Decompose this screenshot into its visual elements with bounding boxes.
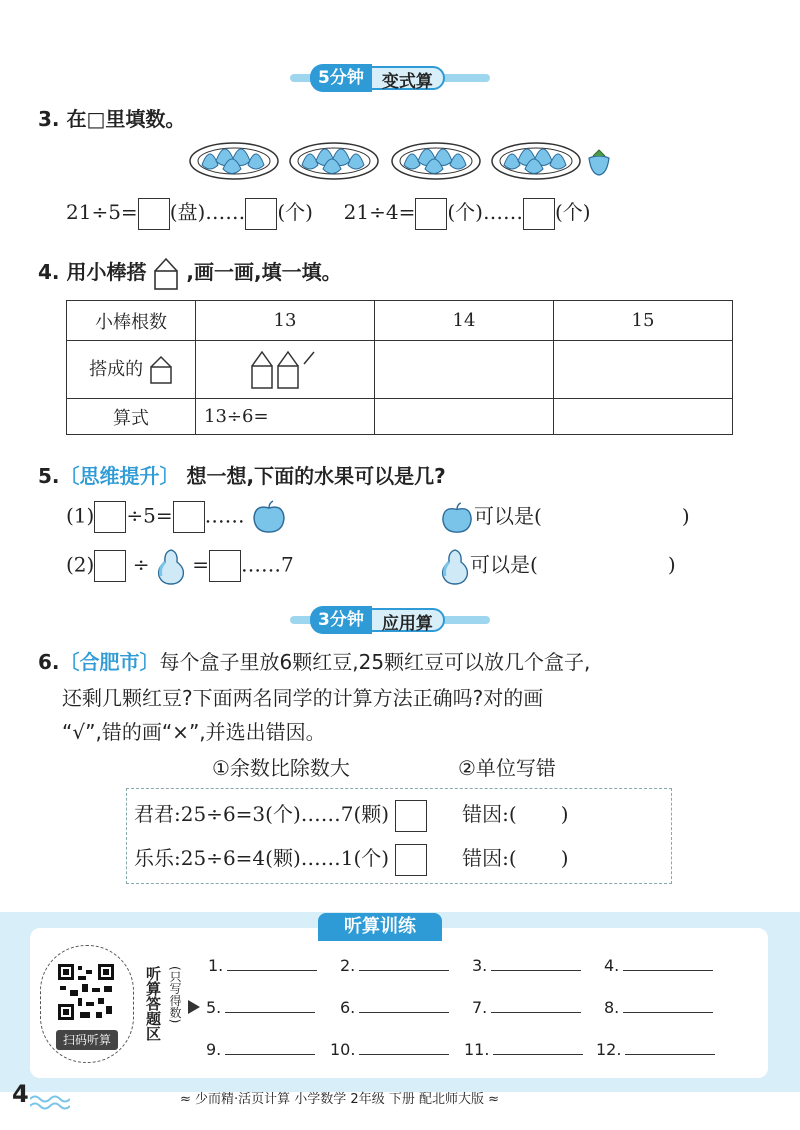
- banner-name: 变式算: [372, 66, 445, 90]
- col-14: 14: [375, 301, 554, 341]
- house-shape-icon: [149, 355, 173, 385]
- q4-title-pre: 4. 用小棒搭: [38, 260, 147, 284]
- q6-line3: “√”,错的画“×”,并选出错因。: [62, 720, 326, 744]
- check-box[interactable]: [395, 800, 427, 832]
- row2-calc: 乐乐:25÷6=4(颗)……1(个): [134, 846, 390, 870]
- p1-label: (1): [66, 503, 95, 528]
- answer-num: 10.: [330, 1040, 356, 1059]
- drawing-cell-13[interactable]: [196, 341, 375, 399]
- q5-title: [38, 460, 446, 489]
- formula-13[interactable]: 13÷6=: [196, 399, 375, 435]
- eq1-unit1: (盘)……: [169, 200, 246, 224]
- q4-table: [66, 300, 733, 435]
- qr-caption: [56, 1030, 118, 1050]
- listening-title-text: 听算训练: [344, 916, 416, 937]
- p1-close: ): [681, 504, 690, 528]
- q5-num: 5.: [38, 464, 60, 488]
- row-label-built: [67, 341, 196, 399]
- q6-reason1: ①余数比除数大: [212, 756, 350, 780]
- q4-title-post: ,画一画,填一填。: [186, 260, 342, 284]
- pear-icon: [440, 546, 470, 586]
- q5-part1-answer: [440, 500, 690, 535]
- listening-title: [318, 913, 442, 941]
- answer-num: 1.: [208, 956, 224, 975]
- answer-slot[interactable]: [206, 998, 315, 1017]
- houses-drawing-icon: [248, 348, 328, 392]
- row1-calc: 君君:25÷6=3(个)……7(颗): [134, 802, 390, 826]
- row-label-formula: 算式: [67, 399, 196, 435]
- q6-reason2: ②单位写错: [458, 756, 556, 780]
- answer-slot[interactable]: [208, 956, 317, 975]
- row1-err: 错因:(: [462, 802, 517, 826]
- answer-slot[interactable]: [472, 956, 581, 975]
- answer-slot[interactable]: [340, 998, 449, 1017]
- q6-num: 6.: [38, 650, 60, 674]
- section-banner-variant: [290, 64, 490, 92]
- answer-num: 3.: [472, 956, 488, 975]
- p2-rem: ……7: [240, 552, 294, 577]
- q5-text: 想一想,下面的水果可以是几?: [186, 464, 446, 488]
- q6-tag: 〔合肥市〕: [59, 650, 160, 674]
- answer-num: 12.: [596, 1040, 622, 1059]
- banner-name: 应用算: [372, 608, 445, 632]
- answer-slot[interactable]: [472, 998, 581, 1017]
- q4-title: [38, 256, 342, 291]
- q6-row2: [134, 842, 569, 876]
- q5-part2: [66, 546, 294, 586]
- answer-box[interactable]: [415, 198, 447, 230]
- drawing-cell-15[interactable]: [554, 341, 733, 399]
- footer-text: ≈ 少而精·活页计算 小学数学 2年级 下册 配北师大版 ≈: [180, 1092, 499, 1107]
- answer-num: 9.: [206, 1040, 222, 1059]
- strawberry-plate-icon: [490, 135, 582, 183]
- answer-num: 6.: [340, 998, 356, 1017]
- p1-can: 可以是(: [474, 504, 542, 528]
- row-label-built-text: 搭成的: [89, 358, 144, 380]
- answer-slot[interactable]: [330, 1040, 449, 1059]
- answer-num: 7.: [472, 998, 488, 1017]
- p1-dots: ……: [204, 503, 245, 528]
- answer-slot[interactable]: [604, 956, 713, 975]
- answer-slot[interactable]: [596, 1040, 715, 1059]
- answer-box[interactable]: [138, 198, 170, 230]
- q5-part1: [66, 500, 287, 534]
- eq2-left: 21÷4=: [343, 200, 416, 224]
- formula-15[interactable]: [554, 399, 733, 435]
- row2-close: ): [560, 846, 569, 870]
- single-strawberry-icon: [587, 148, 611, 176]
- p1-div: ÷5=: [126, 503, 173, 528]
- eq2-unit2: (个): [554, 200, 591, 224]
- q6-line1: [38, 646, 590, 675]
- q3-title: 3. 在□里填数。: [38, 107, 186, 131]
- formula-14[interactable]: [375, 399, 554, 435]
- q6-row1: [134, 798, 569, 832]
- apple-icon: [251, 500, 287, 534]
- p2-label: (2): [66, 552, 95, 577]
- strawberry-plate-icon: [390, 135, 482, 183]
- answer-num: 4.: [604, 956, 620, 975]
- strawberry-plate-icon: [188, 135, 280, 183]
- p2-div: ÷: [132, 552, 150, 577]
- q5-tag: 〔思维提升〕: [59, 464, 180, 488]
- answer-num: 5.: [206, 998, 222, 1017]
- answer-box[interactable]: [94, 550, 126, 582]
- house-shape-icon: [153, 257, 179, 291]
- col-13: 13: [196, 301, 375, 341]
- answer-num: 8.: [604, 998, 620, 1017]
- eq1-unit2: (个): [277, 200, 313, 224]
- answer-area-note: (只写得数): [168, 966, 182, 1024]
- check-box[interactable]: [395, 844, 427, 876]
- eq1-left: 21÷5=: [66, 200, 138, 224]
- pear-icon: [156, 546, 186, 586]
- p2-eq: =: [192, 552, 209, 577]
- section-banner-application: [290, 606, 490, 634]
- wave-decoration-icon: [30, 1094, 70, 1112]
- strawberry-plate-icon: [288, 135, 380, 183]
- answer-box[interactable]: [523, 198, 555, 230]
- answer-slot[interactable]: [206, 1040, 315, 1059]
- q5-part2-answer: [440, 546, 676, 586]
- row-label-sticks: 小棒根数: [67, 301, 196, 341]
- answer-slot[interactable]: [340, 956, 449, 975]
- apple-icon: [440, 501, 474, 535]
- row2-err: 错因:(: [462, 846, 517, 870]
- answer-box[interactable]: [209, 550, 241, 582]
- q6-line2: 还剩几颗红豆?下面两名同学的计算方法正确吗?对的画: [62, 686, 544, 710]
- answer-box[interactable]: [245, 198, 277, 230]
- answer-area-label: 听算答题区: [144, 966, 162, 1041]
- page-number: 4: [12, 1080, 29, 1108]
- drawing-cell-14[interactable]: [375, 341, 554, 399]
- q3-equations: [66, 196, 591, 230]
- answer-num: 2.: [340, 956, 356, 975]
- eq2-unit1: (个)……: [447, 200, 523, 224]
- banner-minutes: 5分钟: [310, 64, 372, 92]
- p2-can: 可以是(: [470, 552, 538, 577]
- q6-text1: 每个盒子里放6颗红豆,25颗红豆可以放几个盒子,: [159, 650, 591, 674]
- answer-slot[interactable]: [604, 998, 713, 1017]
- answer-box[interactable]: [94, 501, 126, 533]
- qr-code-icon[interactable]: [56, 962, 116, 1022]
- arrow-right-icon: [188, 1000, 200, 1014]
- row1-close: ): [560, 802, 569, 826]
- col-15: 15: [554, 301, 733, 341]
- qr-caption-text: 扫码听算: [62, 1033, 111, 1047]
- banner-minutes: 3分钟: [310, 606, 372, 634]
- answer-slot[interactable]: [464, 1040, 583, 1059]
- p2-close: ): [667, 552, 676, 577]
- answer-box[interactable]: [173, 501, 205, 533]
- answer-num: 11.: [464, 1040, 490, 1059]
